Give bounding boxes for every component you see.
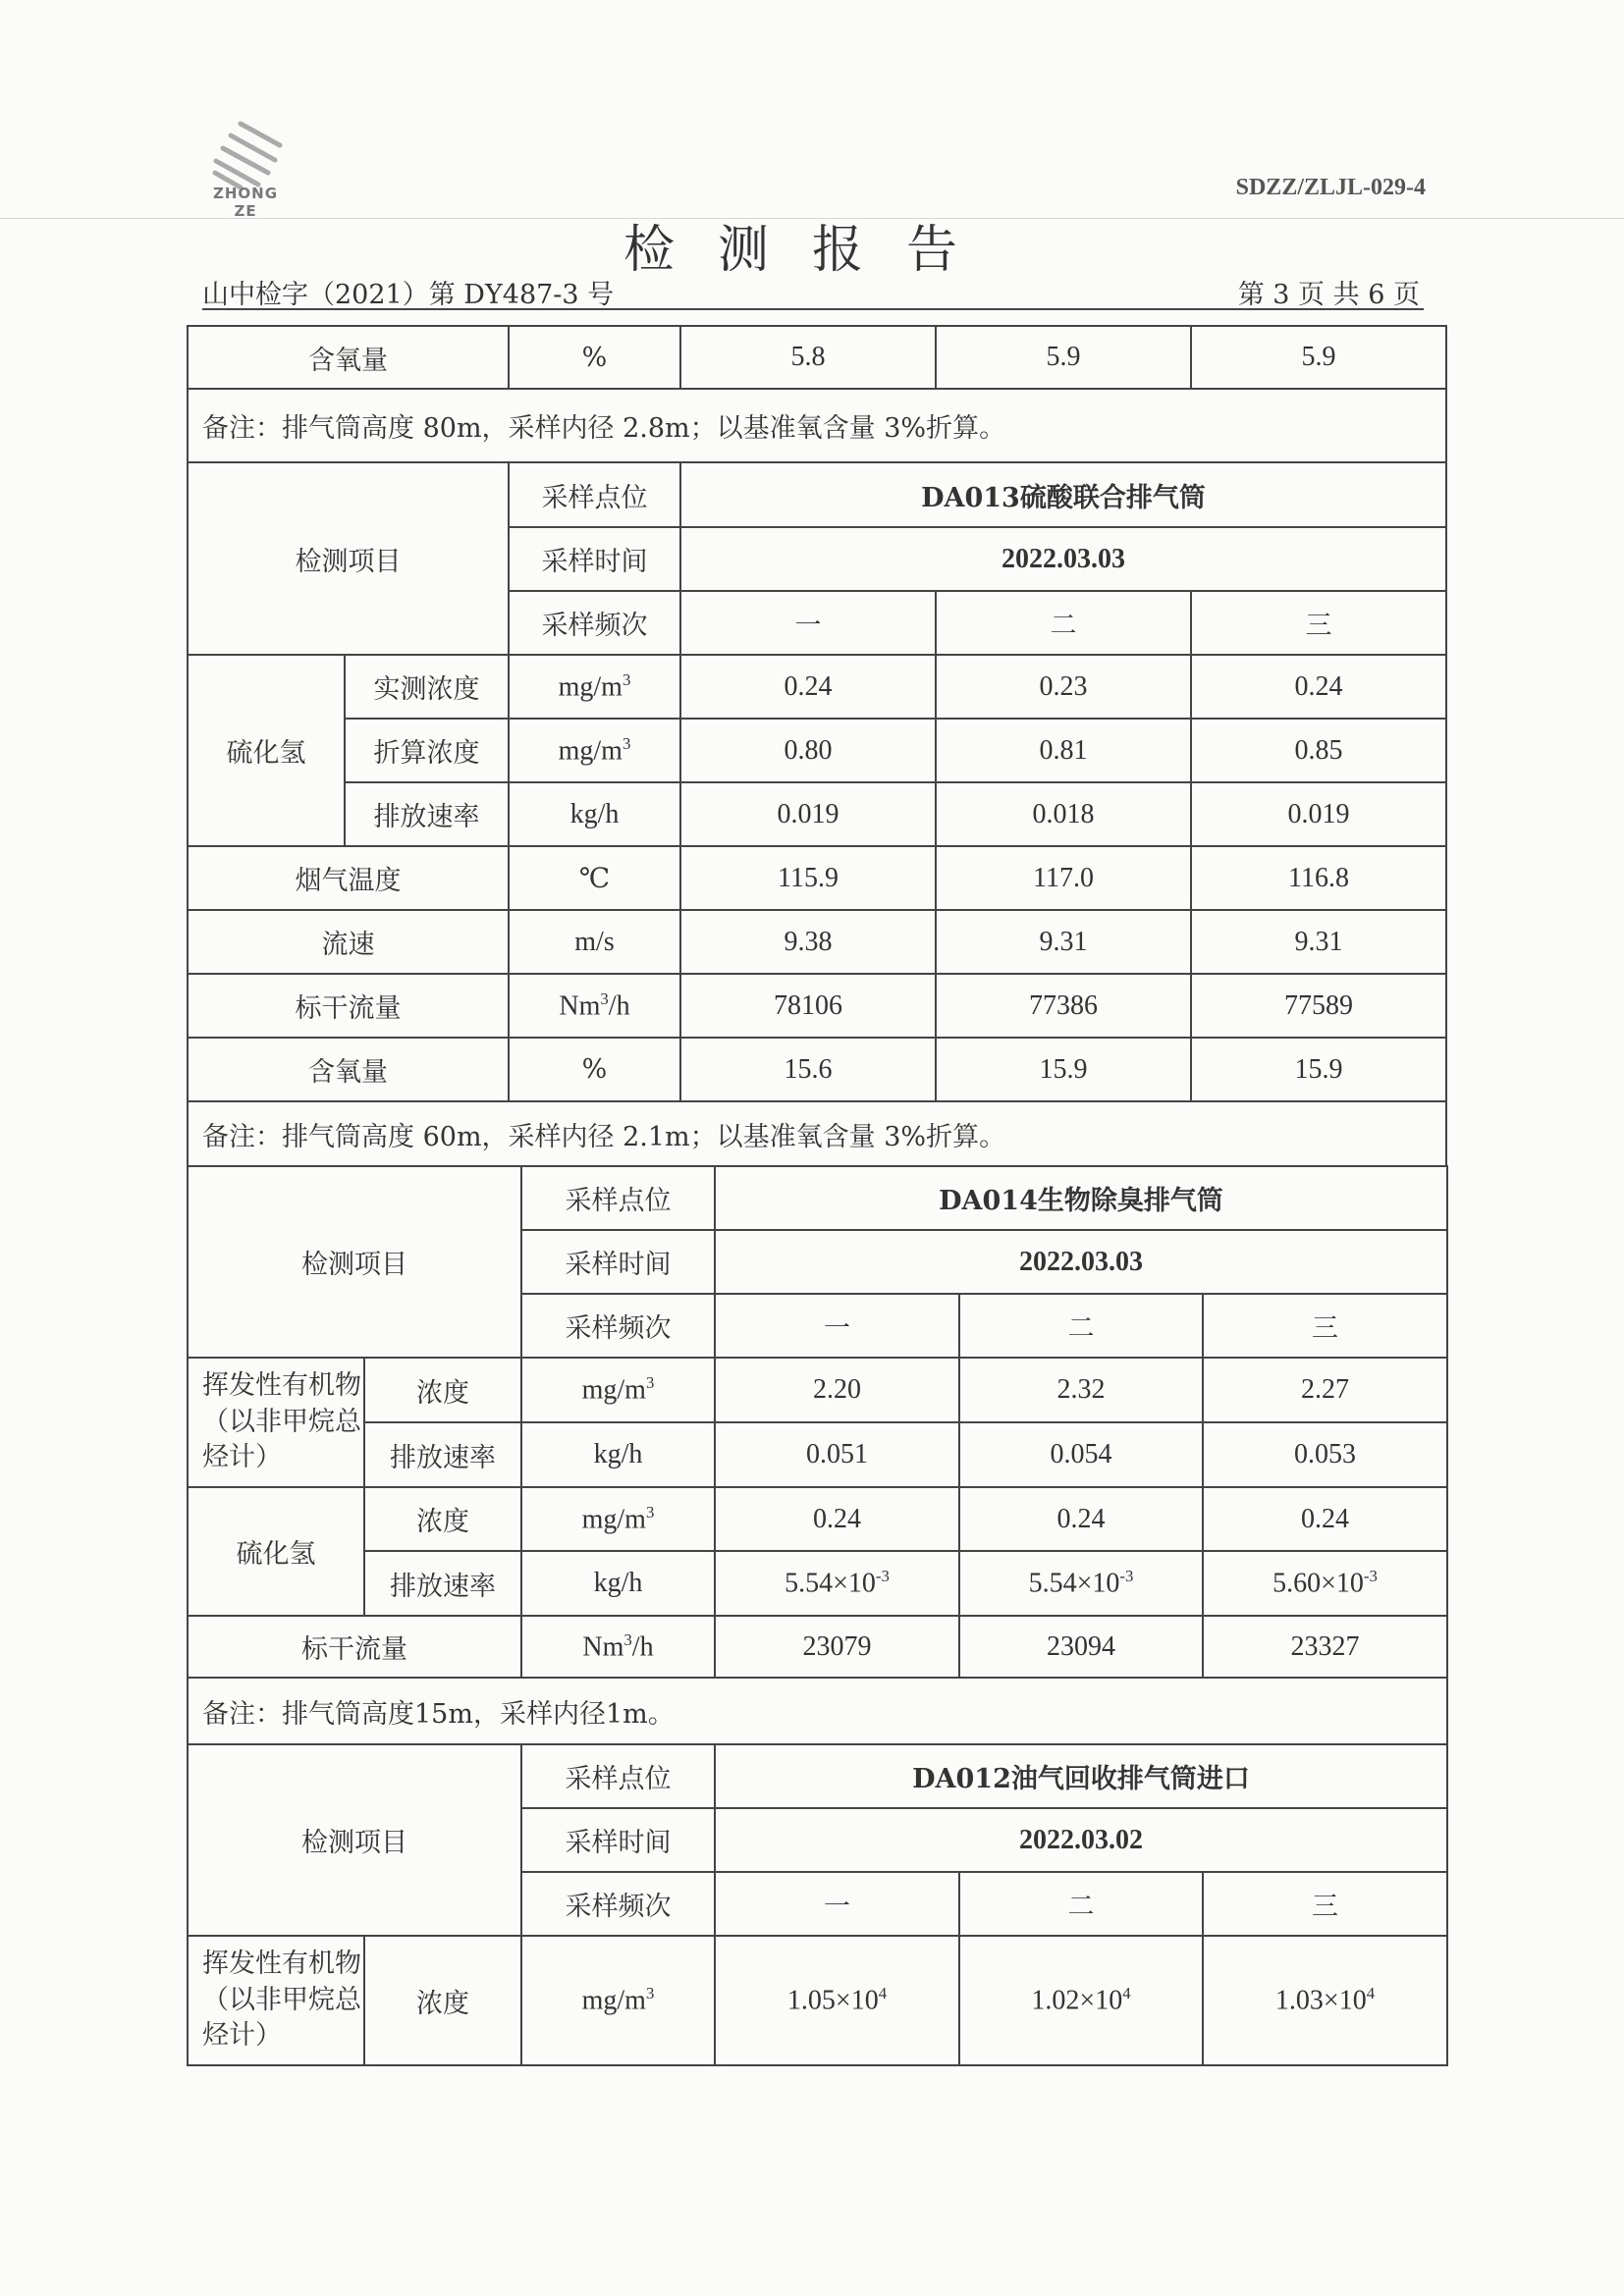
row-label: 浓度	[364, 1487, 521, 1551]
value-cell: 23079	[715, 1616, 959, 1678]
value-cell: $1.02\times 10^4$	[959, 1936, 1203, 2065]
value-cell: 78106	[680, 974, 936, 1038]
value-cell: 0.24	[680, 655, 936, 719]
sampling-date: 2022.03.03	[680, 527, 1446, 591]
value-cell: 15.9	[1191, 1038, 1446, 1101]
value-cell: 0.23	[936, 655, 1191, 719]
value-cell: $5.54\times 10^{-3}$	[959, 1551, 1203, 1616]
unit-cell: kg/h	[521, 1551, 715, 1616]
value-cell: 5.9	[936, 326, 1191, 389]
unit-cell: $mg/m^3$	[509, 719, 680, 782]
unit-cell: Nm$^3$/h	[509, 974, 680, 1038]
unit-cell: kg/h	[509, 782, 680, 846]
value-cell: 115.9	[680, 846, 936, 910]
value-cell: 9.31	[936, 910, 1191, 974]
freq-cell: 二	[959, 1872, 1203, 1936]
sampling-point: DA013硫酸联合排气筒	[680, 462, 1446, 527]
value-cell: $5.54\times 10^{-3}$	[715, 1551, 959, 1616]
value-cell: 2.27	[1203, 1358, 1447, 1422]
results-table-da014-da012	[187, 1165, 1448, 2066]
table-row	[188, 1487, 1447, 1551]
table-row	[188, 910, 1446, 974]
value-cell: 0.018	[936, 782, 1191, 846]
sampling-date: 2022.03.02	[715, 1808, 1447, 1872]
freq-cell: 三	[1191, 591, 1446, 655]
table-row	[188, 326, 1446, 389]
row-label: 排放速率	[345, 782, 509, 846]
value-cell: 0.019	[1191, 782, 1446, 846]
row-label: 浓度	[364, 1358, 521, 1422]
logo-text: ZHONG ZE	[212, 185, 279, 220]
value-cell: $5.60\times 10^{-3}$	[1203, 1551, 1447, 1616]
table-row	[188, 719, 1446, 782]
row-label: 流速	[188, 910, 509, 974]
pollutant-name: 挥发性有机物（以非甲烷总烃计）	[188, 1936, 364, 2065]
table-row	[188, 974, 1446, 1038]
value-cell: 5.8	[680, 326, 936, 389]
value-cell: 77386	[936, 974, 1191, 1038]
sampling-point-label: 采样点位	[521, 1744, 715, 1808]
unit-cell: %	[509, 1038, 680, 1101]
table-row	[188, 462, 1446, 527]
row-label: 含氧量	[188, 326, 509, 389]
document-code: SDZZ/ZLJL-029-4	[1235, 175, 1426, 200]
unit-cell: $mg/m^3$	[521, 1487, 715, 1551]
sampling-time-label: 采样时间	[521, 1230, 715, 1294]
freq-cell: 一	[715, 1294, 959, 1358]
table-row	[188, 1616, 1447, 1678]
results-table-da013	[187, 325, 1447, 1167]
table-row	[188, 1678, 1447, 1744]
table-row	[188, 1358, 1447, 1422]
value-cell: $1.03\times 10^4$	[1203, 1936, 1447, 2065]
table-row	[188, 1166, 1447, 1230]
value-cell: 2.20	[715, 1358, 959, 1422]
row-label: 标干流量	[188, 1616, 521, 1678]
table-row	[188, 1101, 1446, 1166]
pollutant-name: 硫化氢	[188, 1487, 364, 1616]
value-cell: 0.24	[1203, 1487, 1447, 1551]
table-row	[188, 1936, 1447, 2065]
test-item-header: 检测项目	[188, 1166, 521, 1358]
sampling-point-label: 采样点位	[521, 1166, 715, 1230]
freq-cell: 三	[1203, 1872, 1447, 1936]
freq-cell: 一	[680, 591, 936, 655]
value-cell: 9.31	[1191, 910, 1446, 974]
value-cell: 117.0	[936, 846, 1191, 910]
sampling-point: DA012油气回收排气筒进口	[715, 1744, 1447, 1808]
unit-cell: $mg/m^3$	[521, 1936, 715, 2065]
unit-cell: $mg/m^3$	[509, 655, 680, 719]
sampling-freq-label: 采样频次	[509, 591, 680, 655]
value-cell: 0.24	[715, 1487, 959, 1551]
sampling-point-label: 采样点位	[509, 462, 680, 527]
test-item-header: 检测项目	[188, 1744, 521, 1936]
page-info: 第 3 页 共 6 页	[1237, 280, 1420, 310]
value-cell: 2.32	[959, 1358, 1203, 1422]
row-label: 折算浓度	[345, 719, 509, 782]
value-cell: 0.019	[680, 782, 936, 846]
report-number: 山中检字（2021）第 DY487-3 号	[202, 280, 615, 310]
table-row	[188, 1551, 1447, 1616]
value-cell: 9.38	[680, 910, 936, 974]
value-cell: 0.80	[680, 719, 936, 782]
unit-cell: $mg/m^3$	[521, 1358, 715, 1422]
freq-cell: 一	[715, 1872, 959, 1936]
row-label: 实测浓度	[345, 655, 509, 719]
sampling-time-label: 采样时间	[521, 1808, 715, 1872]
unit-cell: kg/h	[521, 1422, 715, 1487]
value-cell: 0.053	[1203, 1422, 1447, 1487]
value-cell: 0.054	[959, 1422, 1203, 1487]
table-row	[188, 655, 1446, 719]
sampling-point: DA014生物除臭排气筒	[715, 1166, 1447, 1230]
value-cell: 0.85	[1191, 719, 1446, 782]
value-cell: 0.051	[715, 1422, 959, 1487]
test-item-header: 检测项目	[188, 462, 509, 655]
row-label: 排放速率	[364, 1551, 521, 1616]
remark: 备注：排气筒高度15m，采样内径1m。	[188, 1678, 1447, 1744]
header-rule	[202, 308, 1424, 310]
freq-cell: 二	[936, 591, 1191, 655]
sampling-date: 2022.03.03	[715, 1230, 1447, 1294]
value-cell: 0.24	[959, 1487, 1203, 1551]
unit-cell: %	[509, 326, 680, 389]
value-cell: 23327	[1203, 1616, 1447, 1678]
row-label: 排放速率	[364, 1422, 521, 1487]
sampling-freq-label: 采样频次	[521, 1294, 715, 1358]
value-cell: 15.9	[936, 1038, 1191, 1101]
pollutant-name: 硫化氢	[188, 655, 345, 846]
sampling-time-label: 采样时间	[509, 527, 680, 591]
value-cell: 5.9	[1191, 326, 1446, 389]
unit-cell: m/s	[509, 910, 680, 974]
pollutant-name: 挥发性有机物（以非甲烷总烃计）	[188, 1358, 364, 1487]
page-title: 检测报告	[623, 221, 1001, 280]
table-row	[188, 389, 1446, 462]
value-cell: 23094	[959, 1616, 1203, 1678]
table-row	[188, 1038, 1446, 1101]
row-label: 含氧量	[188, 1038, 509, 1101]
table-row	[188, 1422, 1447, 1487]
row-label: 烟气温度	[188, 846, 509, 910]
value-cell: 15.6	[680, 1038, 936, 1101]
table-row	[188, 782, 1446, 846]
remark: 备注：排气筒高度 80m，采样内径 2.8m；以基准氧含量 3%折算。	[188, 389, 1446, 462]
value-cell: 77589	[1191, 974, 1446, 1038]
row-label: 标干流量	[188, 974, 509, 1038]
freq-cell: 二	[959, 1294, 1203, 1358]
value-cell: $1.05\times 10^4$	[715, 1936, 959, 2065]
sampling-freq-label: 采样频次	[521, 1872, 715, 1936]
value-cell: 0.81	[936, 719, 1191, 782]
table-row	[188, 1744, 1447, 1808]
unit-cell: ℃	[509, 846, 680, 910]
row-label: 浓度	[364, 1936, 521, 2065]
remark: 备注：排气筒高度 60m，采样内径 2.1m；以基准氧含量 3%折算。	[188, 1101, 1446, 1166]
table-row	[188, 846, 1446, 910]
value-cell: 116.8	[1191, 846, 1446, 910]
value-cell: 0.24	[1191, 655, 1446, 719]
unit-cell: Nm$^3$/h	[521, 1616, 715, 1678]
freq-cell: 三	[1203, 1294, 1447, 1358]
